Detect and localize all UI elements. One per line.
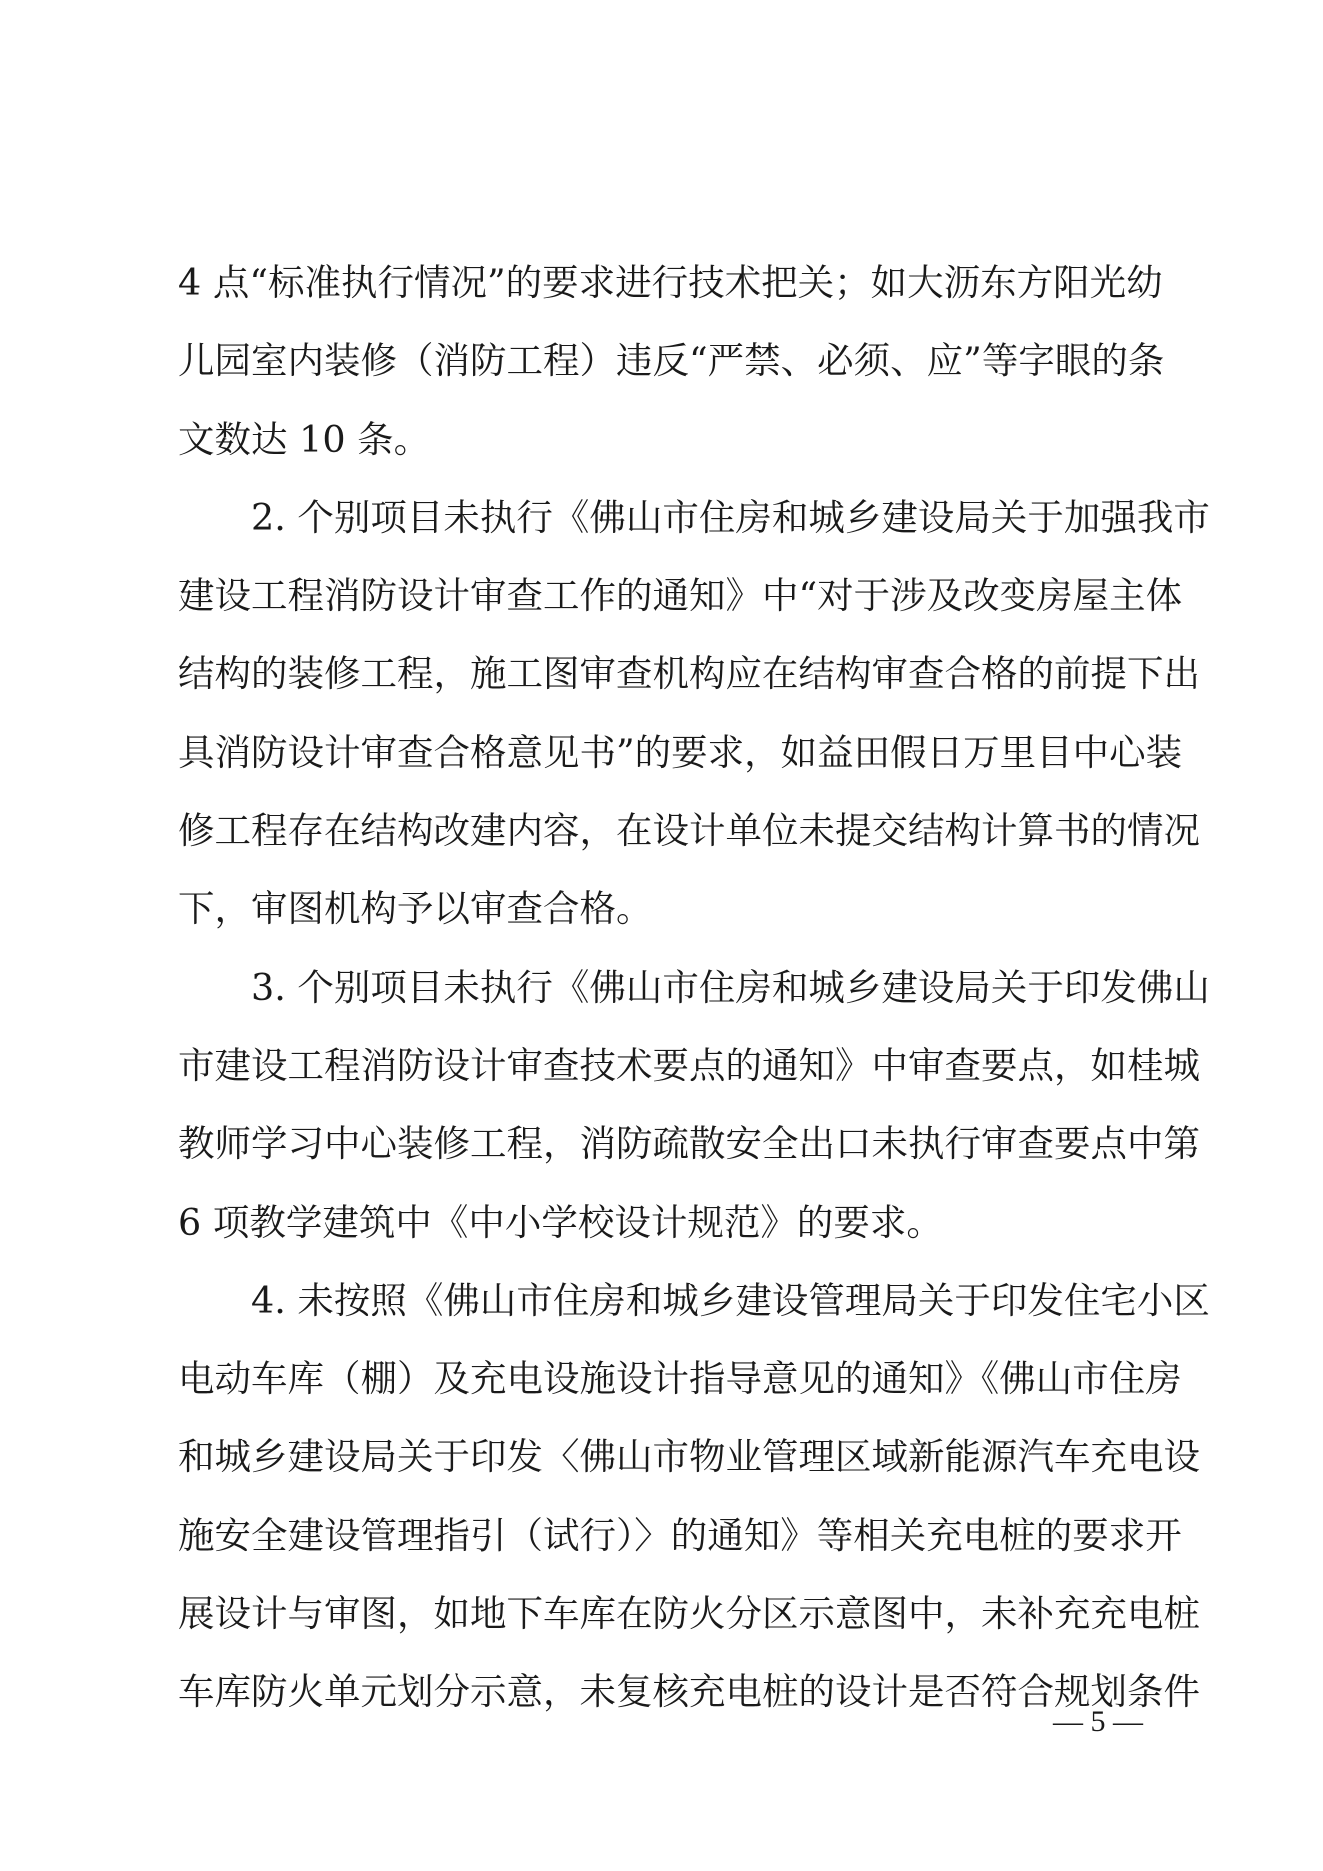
text-line: 车库防火单元划分示意，未复核充电桩的设计是否符合规划条件 <box>178 1670 1200 1714</box>
text-line: 展设计与审图，如地下车库在防火分区示意图中，未补充充电桩 <box>178 1592 1200 1636</box>
page-number: — 5 — <box>1053 1705 1143 1738</box>
text-line: 施安全建设管理指引（试行）〉的通知》等相关充电桩的要求开 <box>178 1513 1182 1557</box>
text-line: 和城乡建设局关于印发〈佛山市物业管理区域新能源汽车充电设 <box>178 1435 1200 1479</box>
text-line: 建设工程消防设计审查工作的通知》中“对于涉及改变房屋主体 <box>178 574 1183 618</box>
text-line: 下，审图机构予以审查合格。 <box>178 887 653 931</box>
text-line: 教师学习中心装修工程，消防疏散安全出口未执行审查要点中第 <box>178 1122 1200 1166</box>
text-line: 4. 未按照《佛山市住房和城乡建设管理局关于印发住宅小区 <box>178 1278 1210 1322</box>
text-line: 结构的装修工程，施工图审查机构应在结构审查合格的前提下出 <box>178 652 1200 696</box>
text-line: 3. 个别项目未执行《佛山市住房和城乡建设局关于印发佛山 <box>178 965 1210 1009</box>
text-line: 儿园室内装修（消防工程）违反“严禁、必须、应”等字眼的条 <box>178 339 1165 383</box>
text-line: 电动车库（棚）及充电设施设计指导意见的通知》《佛山市住房 <box>178 1357 1182 1401</box>
text-line: 4 点“标准执行情况”的要求进行技术把关；如大沥东方阳光幼 <box>178 261 1163 304</box>
text-line: 文数达 10 条。 <box>178 417 431 461</box>
text-line: 具消防设计审查合格意见书”的要求，如益田假日万里目中心装 <box>178 730 1183 774</box>
document-body <box>178 244 1210 1732</box>
text-line: 6 项教学建筑中《中小学校设计规范》的要求。 <box>178 1200 943 1244</box>
text-line: 2. 个别项目未执行《佛山市住房和城乡建设局关于加强我市 <box>178 495 1210 539</box>
text-line: 修工程存在结构改建内容，在设计单位未提交结构计算书的情况 <box>178 809 1200 853</box>
text-line: 市建设工程消防设计审查技术要点的通知》中审查要点，如桂城 <box>178 1043 1200 1087</box>
